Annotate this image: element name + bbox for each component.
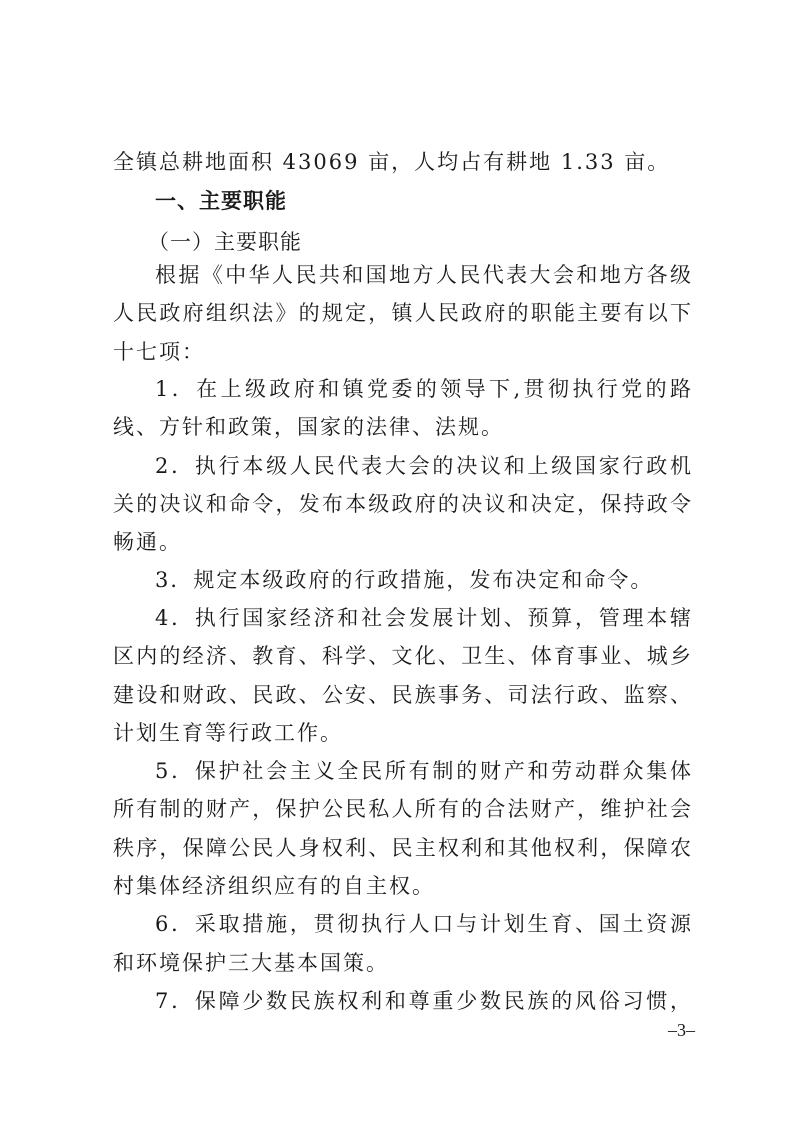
body-text-line: 十七项：	[113, 340, 205, 364]
list-item-line: 关的决议和命令，发布本级政府的决议和决定，保持政令	[113, 492, 693, 516]
list-item-line: 区内的经济、教育、科学、文化、卫生、体育事业、城乡	[113, 644, 693, 668]
list-item-line: 4．执行国家经济和社会发展计划、预算，管理本辖	[155, 606, 693, 630]
page-number: –3–	[668, 1020, 695, 1040]
list-item-line: 计划生育等行政工作。	[113, 721, 343, 745]
list-item-line: 7．保障少数民族权利和尊重少数民族的风俗习惯，	[155, 989, 693, 1013]
list-item-line: 5．保护社会主义全民所有制的财产和劳动群众集体	[155, 759, 693, 783]
list-item-line: 村集体经济组织应有的自主权。	[113, 874, 435, 898]
body-text-line: 人民政府组织法》的规定，镇人民政府的职能主要有以下	[113, 301, 693, 325]
list-item-line: 畅通。	[113, 530, 182, 554]
list-item-line: 所有制的财产，保护公民私人所有的合法财产，维护社会	[113, 797, 693, 821]
list-item-line: 建设和财政、民政、公安、民族事务、司法行政、监察、	[113, 683, 693, 707]
subsection-heading: （一）主要职能	[148, 230, 302, 254]
list-item-line: 2．执行本级人民代表大会的决议和上级国家行政机	[155, 454, 693, 478]
body-text-line: 全镇总耕地面积 43069 亩，人均占有耕地 1.33 亩。	[113, 150, 671, 174]
list-item-line: 1．在上级政府和镇党委的领导下,贯彻执行党的路	[155, 377, 693, 401]
list-item-line: 和环境保护三大基本国策。	[113, 951, 389, 975]
list-item-line: 线、方针和政策，国家的法律、法规。	[113, 415, 504, 439]
body-text-line: 根据《中华人民共和国地方人民代表大会和地方各级	[155, 263, 693, 287]
section-heading: 一、主要职能	[155, 189, 287, 213]
list-item-line: 6．采取措施，贯彻执行人口与计划生育、国土资源	[155, 912, 693, 936]
list-item-line: 3．规定本级政府的行政措施，发布决定和命令。	[155, 568, 654, 592]
list-item-line: 秩序，保障公民人身权利、民主权利和其他权利，保障农	[113, 836, 693, 860]
